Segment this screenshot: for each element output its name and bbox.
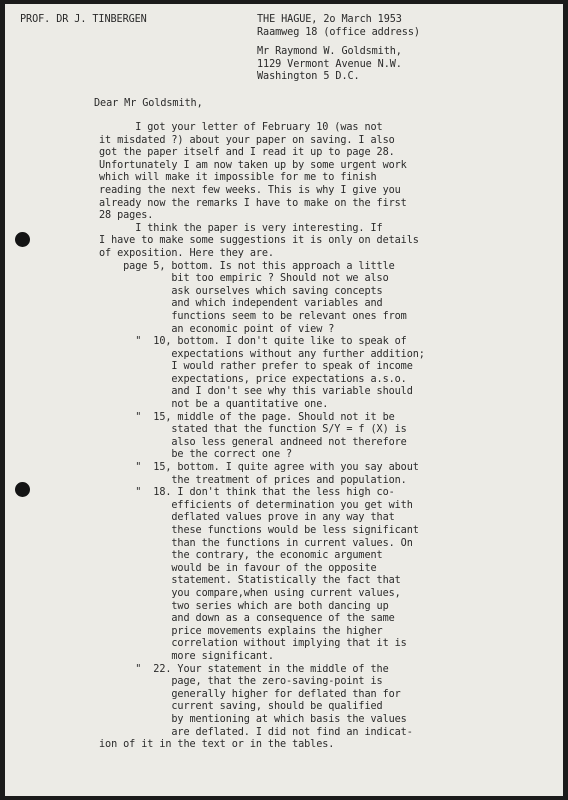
date-and-place: THE HAGUE, 2o March 1953 Raamweg 18 (office address) bbox=[257, 14, 420, 38]
letter-page bbox=[5, 4, 563, 796]
letter-body: I got your letter of February 10 (was not it misdated ?) about your paper on saving. I also got the paper itself and I read it up to page 28. Unfortunately I am now taken up by some urgent work which will make it impossible for me to finish reading the next few weeks. This is why I give you already now the remarks I have to make on the first 28 pages. I think the paper is very interesting. If I have to make some suggestions it is only on details of exposition. Here they are. page 5, bottom. Is not this approach a little bit too empiric ? Should not we also ask ourselves which saving concepts and which independent variables and functions seem to be relevant ones from an economic point of view ? " 10, bottom. I don't quite like to speak of expectations without any further addition; I would rather prefer to speak of income expectations, price expectations a.s.o. and I don't see why this variable should not be a quantitative one. " 15, middle of the page. Should not it be stated that the function S/Y = f (X) is also less general andneed not therefore be the correct one ? " 15, bottom. I quite agree with you say about the treatment of prices and population. " 18. I don't think that the less high co- efficients of determination you get with deflated values prove in any way that these functions would be less significant than the functions in current values. On the contrary, the economic argument would be in favour of the opposite statement. Statistically the fact that you compare,when using current values, two series which are both dancing up and down as a consequence of the same price movements explains the higher correlation without implying that it is more significant. " 22. Your statement in the middle of the page, that the zero-saving-point is generally higher for deflated than for current saving, should be qualified by mentioning at which basis the values are deflated. I did not find an indicat- ion of it in the text or in the tables. bbox=[99, 122, 425, 751]
sender-name: PROF. DR J. TINBERGEN bbox=[20, 14, 147, 25]
recipient-address: Mr Raymond W. Goldsmith, 1129 Vermont Avenue N.W. Washington 5 D.C. bbox=[257, 46, 402, 83]
salutation: Dear Mr Goldsmith, bbox=[94, 98, 203, 109]
punch-hole-bottom bbox=[15, 482, 30, 497]
punch-hole-top bbox=[15, 232, 30, 247]
